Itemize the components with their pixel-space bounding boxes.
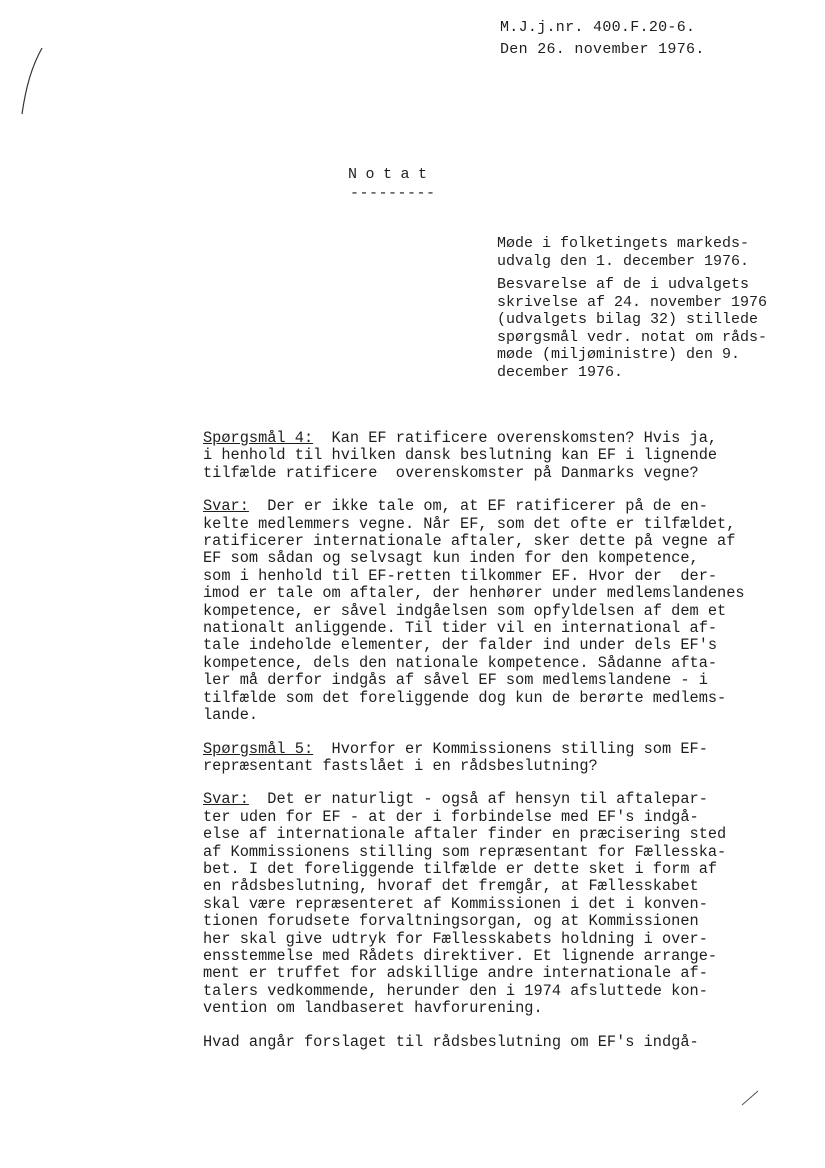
answer-label: Svar: — [203, 790, 249, 809]
question-5: Spørgsmål 5: Hvorfor er Kommissionens stilling som EF- repræsentant fastslået i en rådsbeslutning? — [203, 739, 708, 775]
page-title: Notat — [348, 166, 436, 183]
title-underline: --------- — [350, 185, 436, 202]
answer-label: Svar: — [203, 497, 249, 516]
answer-4: Svar: Der er ikke tale om, at EF ratificerer på de en- kelte medlemmers vegne. Når EF, som det ofte er tilfældet, ratificerer internationale aftaler, sker dette på vegne af EF som sådan og selvsagt kun inden for den kompetence, som i henhold til EF-retten tilkommer EF. Hvor der der- imod er tale om aftaler, der henhører under medlemslandenes kompetence, er såvel indgåelsen som opfyldelsen af dem et nationalt anliggende. Til tider vil en international af- tale indeholde elementer, der falder ind under dels EF's kompetence, dels den nationale kompetence. Sådanne afta- ler må derfor indgås af såvel EF som medlemslandene - i tilfælde som det foreliggende dog kun de berørte medlems- lande. — [203, 497, 745, 725]
question-label: Spørgsmål 5: — [203, 739, 314, 758]
meeting-paragraph: Møde i folketingets markeds- udvalg den 1. december 1976. — [497, 235, 750, 270]
answer-5: Svar: Det er naturligt - også af hensyn til aftalepar- ter uden for EF - at der i forbindelse med EF's indgå- else af internationale aftaler finder en præcisering sted af Kommissionens stilling som repræsentant for Fællesska- bet. I det foreliggende tilfælde er dette sket i form af en rådsbeslutning, hvoraf det fremgår, at Fællesskabet skal være repræsenteret af Kommissionen i det i konven- tionen forudsete forvaltningsorgan, og at Kommissionen her skal give udtryk for Fællesskabets holdning i over- ensstemmelse med Rådets direktiver. Et lignende arrange- ment er truffet for adskillige andre internationale af- talers vedkommende, herunder den i 1974 afsluttede kon- vention om landbaseret havforurening. — [203, 790, 727, 1018]
document-body — [203, 430, 803, 1067]
journal-number: M.J.j.nr. 400.F.20-6. — [500, 19, 696, 36]
answer-subject-paragraph: Besvarelse af de i udvalgets skrivelse af 24. november 1976 (udvalgets bilag 32) stillede spørgsmål vedr. notat om råds- møde (miljøministre) den 9. december 1976. — [497, 276, 768, 381]
pencil-tick-mark — [740, 1085, 762, 1107]
question-4: Spørgsmål 4: Kan EF ratificere overenskomsten? Hvis ja, i henhold til hvilken dansk beslutning kan EF i lignende tilfælde ratificere overenskomster på Danmarks vegne? — [203, 429, 718, 482]
question-label: Spørgsmål 4: — [203, 429, 314, 447]
meeting-info — [497, 235, 802, 387]
reference-block — [500, 17, 705, 61]
document-date: Den 26. november 1976. — [500, 41, 705, 58]
pen-mark — [18, 46, 48, 116]
closing-paragraph: Hvad angår forslaget til rådsbeslutning om EF's indgå- — [203, 1032, 699, 1051]
